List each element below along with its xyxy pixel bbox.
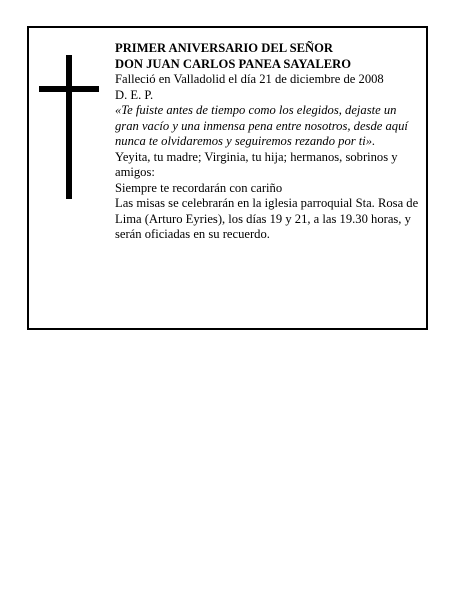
rip-text: D. E. P. bbox=[115, 87, 154, 102]
death-info: Falleció en Valladolid el día 21 de diciembre de 2008 bbox=[115, 72, 384, 86]
family-text: Yeyita, tu madre; Virginia, tu hija; hermanos, sobrinos y amigos: bbox=[115, 149, 398, 179]
notice-heading-line2: DON JUAN CARLOS PANEA SAYALERO bbox=[115, 56, 352, 71]
remembrance-text: Siempre te recordarán con cariño bbox=[115, 180, 283, 195]
cross-horizontal-bar bbox=[39, 86, 99, 92]
cross-vertical-bar bbox=[66, 55, 72, 199]
notice-heading-line1: PRIMER ANIVERSARIO DEL SEÑOR bbox=[115, 41, 333, 55]
obituary-notice bbox=[27, 26, 428, 330]
memorial-quote: «Te fuiste antes de tiempo como los elegidos, dejaste un gran vacío y una inmensa pena entre nosotros, desde aquí nunca te olvidaremos y seguiremos rezando por ti». bbox=[115, 103, 408, 148]
notice-text bbox=[115, 41, 423, 243]
mass-info: Las misas se celebrarán en la iglesia parroquial Sta. Rosa de Lima (Arturo Eyries), los días 19 y 21, a las 19.30 horas, y serán oficiadas en su recuerdo. bbox=[115, 196, 419, 241]
latin-cross-icon bbox=[39, 55, 99, 199]
